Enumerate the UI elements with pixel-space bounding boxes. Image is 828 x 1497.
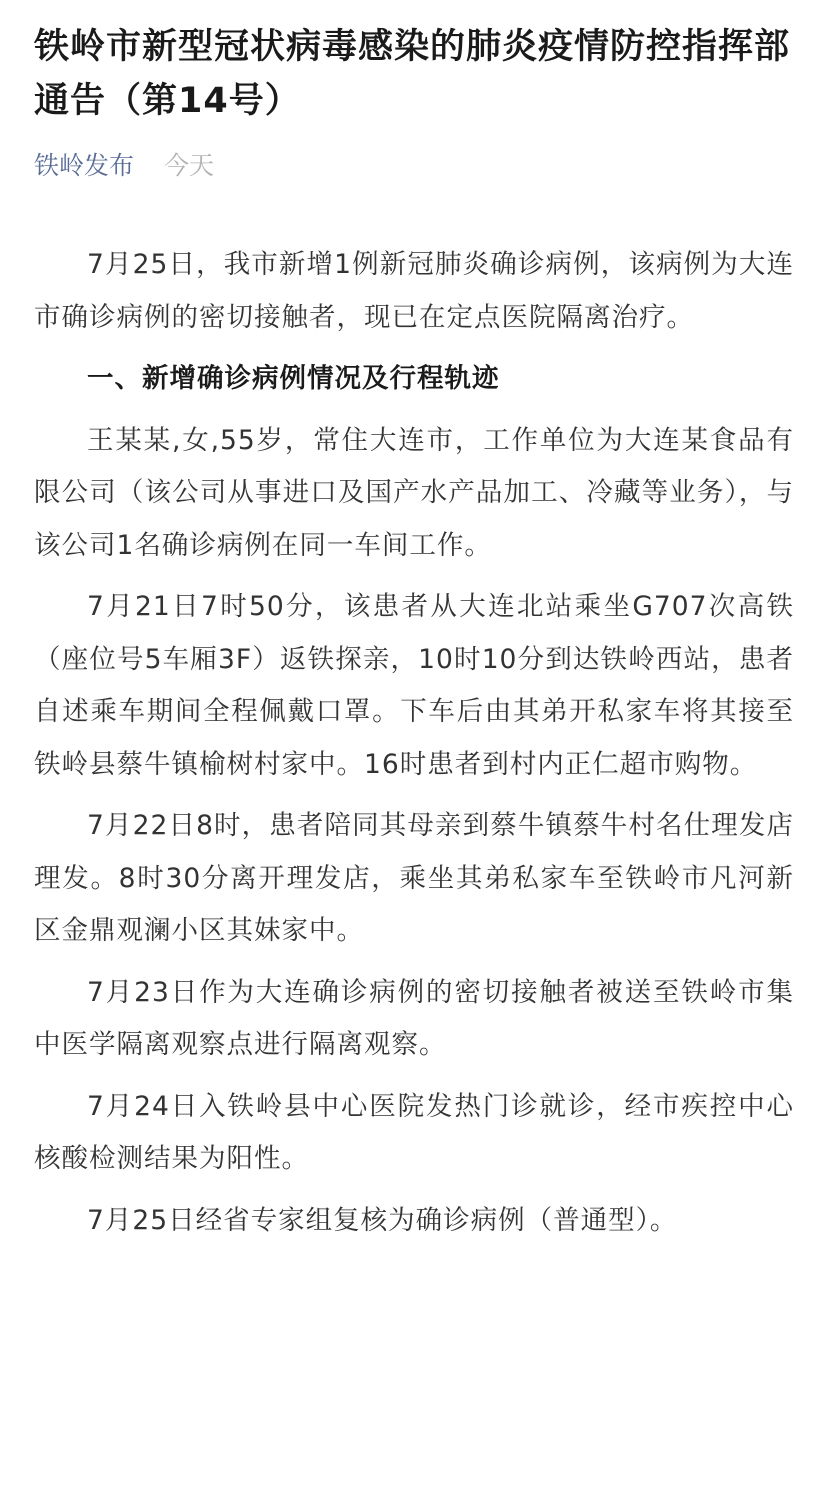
paragraph-jul24: 7月24日入铁岭县中心医院发热门诊就诊，经市疾控中心核酸检测结果为阳性。 bbox=[34, 1090, 794, 1174]
paragraph-jul22: 7月22日8时，患者陪同其母亲到蔡牛镇蔡牛村名仕理发店理发。8时30分离开理发店，乘坐其弟私家车至铁岭市凡河新区金鼎观澜小区其妹家中。 bbox=[34, 810, 794, 946]
publish-date: 今天 bbox=[163, 151, 214, 180]
paragraph-jul23: 7月23日作为大连确诊病例的密切接触者被送至铁岭市集中医学隔离观察点进行隔离观察。 bbox=[34, 976, 794, 1060]
paragraph-patient-info: 王某某,女,55岁，常住大连市，工作单位为大连某食品有限公司（该公司从事进口及国产水产品加工、冷藏等业务），与该公司1名确诊病例在同一车间工作。 bbox=[34, 424, 794, 561]
article-meta bbox=[34, 146, 794, 186]
article-body bbox=[34, 239, 794, 1247]
section-heading: 一、新增确诊病例情况及行程轨迹 bbox=[87, 363, 500, 394]
paragraph-jul21: 7月21日7时50分，该患者从大连北站乘坐G707次高铁（座位号5车厢3F）返铁探亲，10时10分到达铁岭西站，患者自述乘车期间全程佩戴口罩。下车后由其弟开私家车将其接至铁岭县蔡牛镇榆树村家中。16时患者到村内正仁超市购物。 bbox=[34, 591, 794, 780]
author-link[interactable]: 铁岭发布 bbox=[34, 151, 135, 180]
paragraph-jul25: 7月25日经省专家组复核为确诊病例（普通型）。 bbox=[87, 1204, 678, 1236]
article-title: 铁岭市新型冠状病毒感染的肺炎疫情防控指挥部通告（第14号） bbox=[34, 27, 791, 121]
paragraph-intro: 7月25日，我市新增1例新冠肺炎确诊病例，该病例为大连市确诊病例的密切接触者，现已在定点医院隔离治疗。 bbox=[34, 249, 794, 333]
